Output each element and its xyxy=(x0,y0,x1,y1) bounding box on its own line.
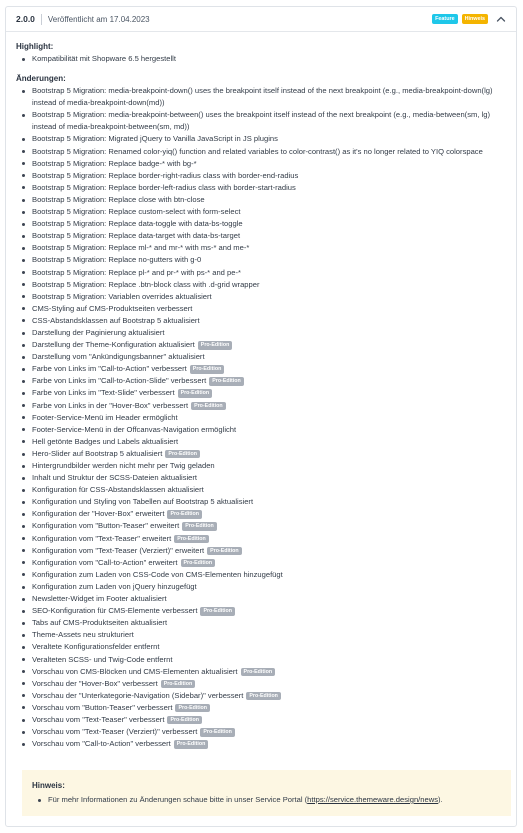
list-item xyxy=(32,206,506,218)
pro-edition-badge: Pro-Edition xyxy=(246,692,281,701)
list-item xyxy=(32,484,506,496)
feature-badge: Feature xyxy=(432,14,457,24)
list-item xyxy=(32,508,506,520)
change-text: Darstellung der Paginierung aktualisiert xyxy=(32,327,165,337)
version-number: 2.0.0 xyxy=(16,14,35,24)
list-item xyxy=(32,194,506,206)
change-text: SEO-Konfiguration für CMS-Elemente verbessert xyxy=(32,606,198,616)
list-item xyxy=(32,182,506,194)
list-item xyxy=(32,242,506,254)
list-item xyxy=(32,375,506,387)
change-text: Bootstrap 5 Migration: Replace border-right-radius class with border-end-radius xyxy=(32,170,299,180)
list-item xyxy=(32,254,506,266)
change-text: Konfiguration zum Laden von jQuery hinzugefügt xyxy=(32,581,197,591)
pro-edition-badge: Pro-Edition xyxy=(167,716,202,725)
pro-edition-badge: Pro-Edition xyxy=(161,680,196,689)
list-item xyxy=(32,581,506,593)
change-text: Darstellung der Theme-Konfiguration aktualisiert xyxy=(32,340,195,350)
changes-list xyxy=(16,85,506,750)
change-text: Bootstrap 5 Migration: Replace ml-* and mr-* with ms-* and me-* xyxy=(32,243,250,253)
pro-edition-badge: Pro-Edition xyxy=(198,341,233,350)
list-item xyxy=(32,617,506,629)
list-item xyxy=(32,158,506,170)
list-item xyxy=(32,363,506,375)
change-text: Bootstrap 5 Migration: Replace data-toggle with data-bs-toggle xyxy=(32,219,243,229)
list-item xyxy=(32,387,506,399)
pro-edition-badge: Pro-Edition xyxy=(182,522,217,531)
list-item xyxy=(32,412,506,424)
changes-title: Änderungen: xyxy=(16,74,66,84)
pro-edition-badge: Pro-Edition xyxy=(167,510,202,519)
change-text: Konfiguration vom "Text-Teaser (Verziert)" erweitert xyxy=(32,545,205,555)
hint-text: Für mehr Informationen zu Änderungen schaue bitte in unser Service Portal ( xyxy=(48,795,308,804)
change-text: Bootstrap 5 Migration: Replace no-gutters with g-0 xyxy=(32,255,202,265)
pro-edition-badge: Pro-Edition xyxy=(241,668,276,677)
list-item xyxy=(32,303,506,315)
change-text: Bootstrap 5 Migration: Replace badge-* with bg-* xyxy=(32,158,197,168)
list-item xyxy=(32,218,506,230)
change-text: Farbe von Links in der "Hover-Box" verbessert xyxy=(32,400,189,410)
change-text: Konfiguration vom "Call-to-Action" erweitert xyxy=(32,557,178,567)
list-item xyxy=(32,533,506,545)
list-item xyxy=(32,593,506,605)
list-item xyxy=(32,170,506,182)
hint-list xyxy=(32,794,501,806)
change-text: Tabs auf CMS-Produktseiten aktualisiert xyxy=(32,618,168,628)
pro-edition-badge: Pro-Edition xyxy=(191,402,226,411)
list-item xyxy=(32,351,506,363)
release-date: Veröffentlicht am 17.04.2023 xyxy=(47,14,150,24)
list-item xyxy=(32,666,506,678)
change-text: Bootstrap 5 Migration: media-breakpoint-between() uses the breakpoint itself instead of the next breakpoint (e.g., media-between(sm, lg) instead of media-breakpoint-between(sm, md)) xyxy=(32,110,490,132)
changelog-header[interactable] xyxy=(6,7,516,32)
list-item xyxy=(32,85,506,109)
list-item xyxy=(32,460,506,472)
change-text: Veralteten SCSS- und Twig-Code entfernt xyxy=(32,654,173,664)
change-text: Vorschau von CMS-Blöcken und CMS-Elementen aktualisiert xyxy=(32,666,238,676)
list-item xyxy=(32,496,506,508)
list-item xyxy=(32,109,506,133)
change-text: Konfiguration und Styling von Tabellen auf Bootstrap 5 aktualisiert xyxy=(32,497,254,507)
list-item xyxy=(32,654,506,666)
change-text: Darstellung vom "Ankündigungsbanner" aktualisiert xyxy=(32,352,205,362)
change-text: Footer-Service-Menü im Header ermöglicht xyxy=(32,412,178,422)
pro-edition-badge: Pro-Edition xyxy=(200,728,235,737)
service-portal-link[interactable]: https://service.themeware.design/news xyxy=(307,795,439,804)
list-item xyxy=(32,678,506,690)
change-text: CSS-Abstandsklassen auf Bootstrap 5 aktualisiert xyxy=(32,315,200,325)
change-text: Bootstrap 5 Migration: Replace custom-select with form-select xyxy=(32,207,241,217)
change-text: Hero-Slider auf Bootstrap 5 aktualisiert xyxy=(32,448,163,458)
change-text: Konfiguration für CSS-Abstandsklassen aktualisiert xyxy=(32,485,204,495)
pro-edition-badge: Pro-Edition xyxy=(174,740,209,749)
list-item xyxy=(32,133,506,145)
hint-title: Hinweis: xyxy=(32,781,65,790)
changelog-body xyxy=(6,32,516,750)
change-text: Vorschau der "Unterkategorie-Navigation (Sidebar)" verbessert xyxy=(32,690,244,700)
change-text: Farbe von Links im "Text-Slide" verbessert xyxy=(32,388,175,398)
hint-box xyxy=(22,770,511,816)
list-item xyxy=(32,557,506,569)
change-text: Vorschau vom "Call-to-Action" verbessert xyxy=(32,739,171,749)
change-text: Vorschau vom "Button-Teaser" verbessert xyxy=(32,702,173,712)
pro-edition-badge: Pro-Edition xyxy=(174,535,209,544)
list-item xyxy=(32,545,506,557)
pro-edition-badge: Pro-Edition xyxy=(209,377,244,386)
list-item xyxy=(32,448,506,460)
list-item: Kompatibilität mit Shopware 6.5 hergestellt xyxy=(32,53,506,65)
change-text: Bootstrap 5 Migration: Replace data-target with data-bs-target xyxy=(32,231,241,241)
list-item xyxy=(32,690,506,702)
pro-edition-badge: Pro-Edition xyxy=(175,704,210,713)
change-text: Farbe von Links im "Call-to-Action-Slide" verbessert xyxy=(32,376,207,386)
pro-edition-badge: Pro-Edition xyxy=(200,607,235,616)
change-text: Bootstrap 5 Migration: Replace close with btn-close xyxy=(32,194,205,204)
header-divider xyxy=(41,14,42,25)
hint-text-end: ). xyxy=(438,795,443,804)
change-text: Konfiguration der "Hover-Box" erweitert xyxy=(32,509,165,519)
change-text: Newsletter-Widget im Footer aktualisiert xyxy=(32,594,167,604)
change-text: Bootstrap 5 Migration: Renamed color-yiq() function and related variables to color-contrast() as it's no longer related to YIQ colorspace xyxy=(32,146,483,156)
header-badges xyxy=(432,14,488,24)
change-text: Hell getönte Badges und Labels aktualisiert xyxy=(32,436,179,446)
pro-edition-badge: Pro-Edition xyxy=(165,450,200,459)
highlight-title: Highlight: xyxy=(16,42,54,51)
list-item xyxy=(32,472,506,484)
change-text: Bootstrap 5 Migration: Replace pl-* and pr-* with ps-* and pe-* xyxy=(32,267,241,277)
chevron-up-icon[interactable] xyxy=(496,15,506,23)
pro-edition-badge: Pro-Edition xyxy=(178,389,213,398)
change-text: Vorschau der "Hover-Box" verbessert xyxy=(32,678,158,688)
change-text: Farbe von Links im "Call-to-Action" verbessert xyxy=(32,364,187,374)
change-text: Bootstrap 5 Migration: Replace border-left-radius class with border-start-radius xyxy=(32,182,296,192)
list-item xyxy=(32,605,506,617)
list-item xyxy=(32,726,506,738)
changelog-card xyxy=(5,6,517,827)
list-item xyxy=(32,267,506,279)
change-text: Vorschau vom "Text-Teaser (Verziert)" verbessert xyxy=(32,727,198,737)
list-item xyxy=(32,315,506,327)
list-item xyxy=(32,327,506,339)
highlight-list xyxy=(16,53,506,65)
change-text: Vorschau vom "Text-Teaser" verbessert xyxy=(32,714,165,724)
pro-edition-badge: Pro-Edition xyxy=(207,547,242,556)
list-item xyxy=(32,569,506,581)
change-text: Konfiguration vom "Text-Teaser" erweitert xyxy=(32,533,172,543)
change-text: Bootstrap 5 Migration: Migrated jQuery to Vanilla JavaScript in JS plugins xyxy=(32,134,278,144)
list-item xyxy=(32,641,506,653)
change-text: Konfiguration zum Laden von CSS-Code von CMS-Elementen hinzugefügt xyxy=(32,569,283,579)
change-text: Konfiguration vom "Button-Teaser" erweitert xyxy=(32,521,180,531)
hinweis-badge: Hinweis xyxy=(462,14,488,24)
list-item xyxy=(32,400,506,412)
list-item xyxy=(48,794,501,806)
change-text: Hintergrundbilder werden nicht mehr per Twig geladen xyxy=(32,461,215,470)
list-item xyxy=(32,436,506,448)
list-item xyxy=(32,714,506,726)
change-text: Footer-Service-Menü in der Offcanvas-Navigation ermöglicht xyxy=(32,424,237,434)
pro-edition-badge: Pro-Edition xyxy=(190,365,225,374)
change-text: CMS-Styling auf CMS-Produktseiten verbessert xyxy=(32,303,193,313)
list-item xyxy=(32,424,506,436)
change-text: Inhalt und Struktur der SCSS-Dateien aktualisiert xyxy=(32,473,198,483)
list-item xyxy=(32,629,506,641)
list-item xyxy=(32,520,506,532)
list-item xyxy=(32,339,506,351)
change-text: Bootstrap 5 Migration: Replace .btn-block class with .d-grid wrapper xyxy=(32,279,260,289)
list-item xyxy=(32,279,506,291)
pro-edition-badge: Pro-Edition xyxy=(181,559,216,568)
list-item xyxy=(32,738,506,750)
list-item xyxy=(32,702,506,714)
change-text: Veraltete Konfigurationsfelder entfernt xyxy=(32,642,160,652)
list-item xyxy=(32,291,506,303)
list-item xyxy=(32,146,506,158)
change-text: Bootstrap 5 Migration: media-breakpoint-down() uses the breakpoint itself instead of the next breakpoint (e.g., media-breakpoint-down(lg) instead of media-breakpoint-down(md)) xyxy=(32,86,493,108)
change-text: Bootstrap 5 Migration: Variablen overrides aktualisiert xyxy=(32,291,212,301)
change-text: Theme-Assets neu strukturiert xyxy=(32,630,134,640)
list-item xyxy=(32,230,506,242)
